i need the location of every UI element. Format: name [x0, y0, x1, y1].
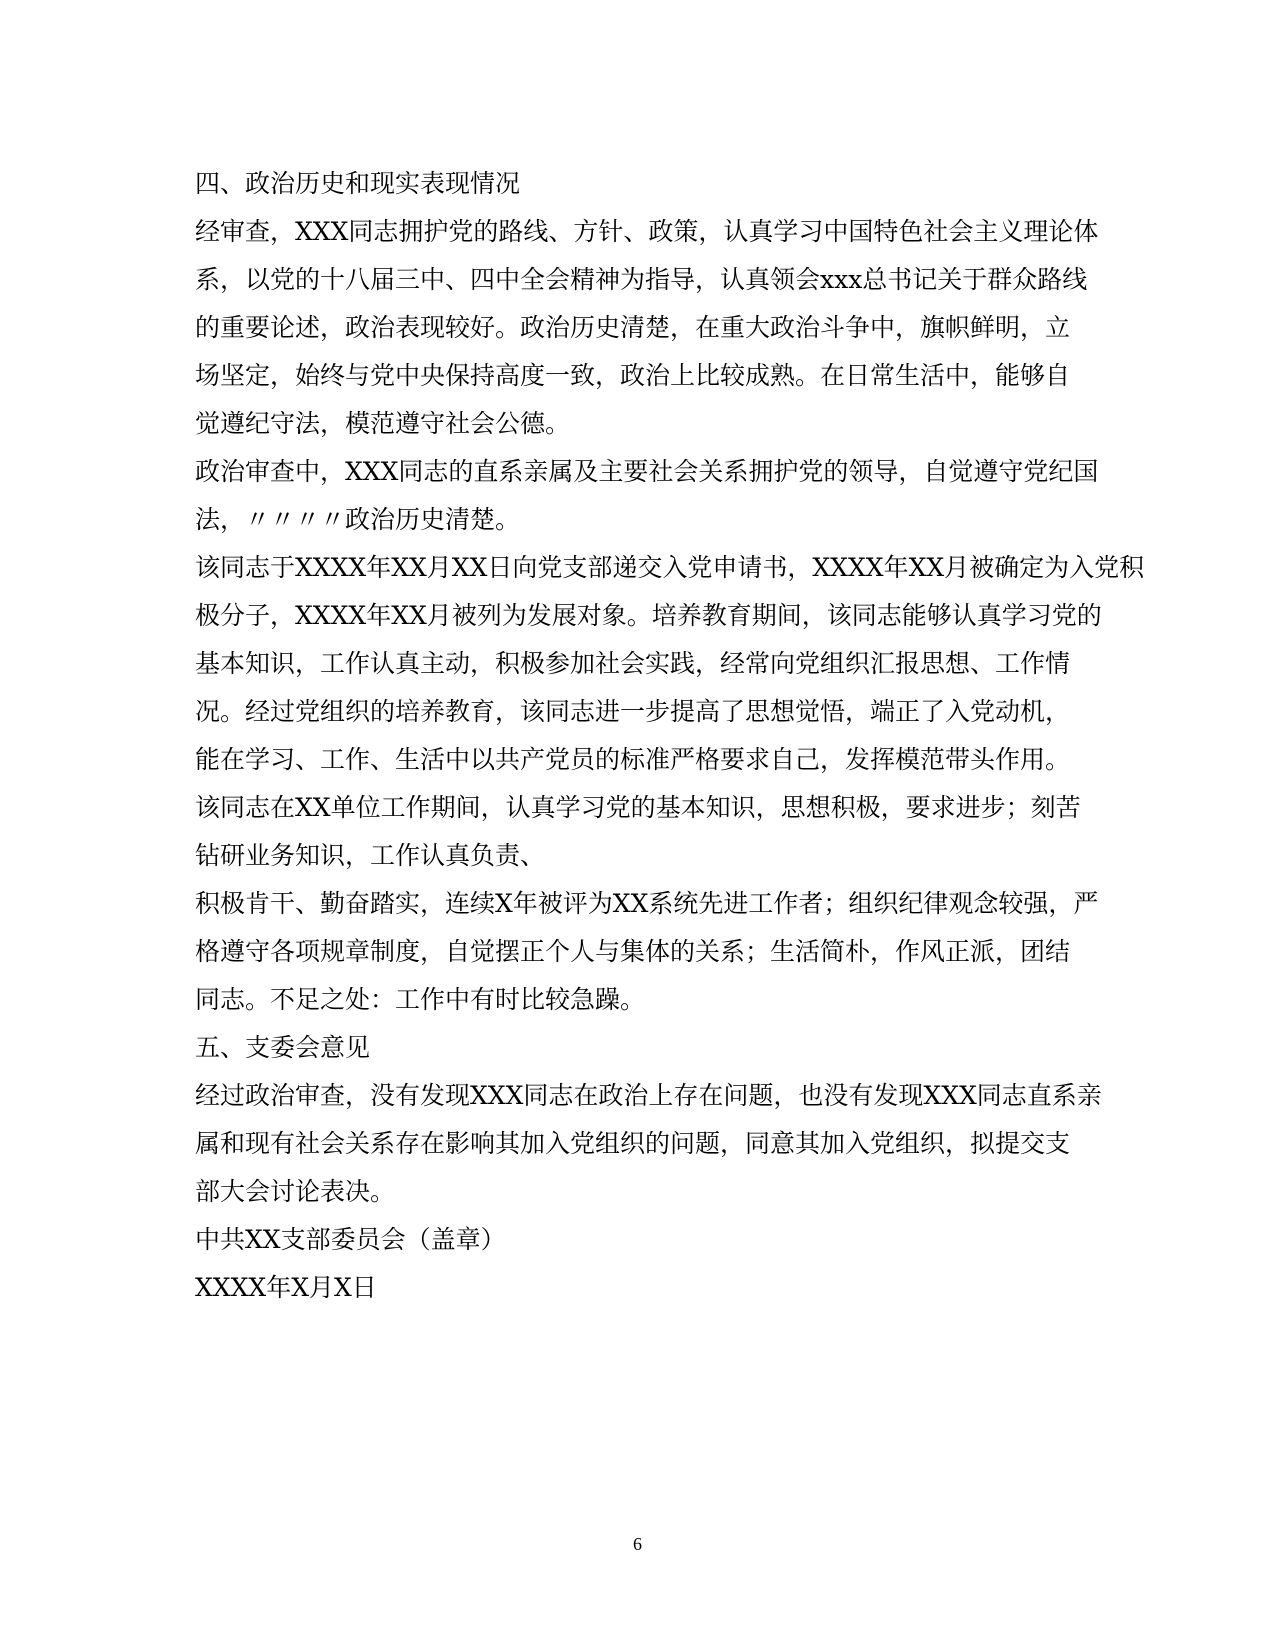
text-line: 属和现有社会关系存在影响其加入党组织的问题，同意其加入党组织，拟提交支	[195, 1129, 1071, 1158]
text-line: 该同志于XXXX年XX月XX日向党支部递交入党申请书，XXXX年XX月被确定为入党积	[195, 553, 1145, 582]
text-line: 积极肯干、勤奋踏实，连续X年被评为XX系统先进工作者；组织纪律观念较强，严	[195, 889, 1099, 918]
text-line: 部大会讨论表决。	[195, 1177, 396, 1206]
text-line: 况。经过党组织的培养教育，该同志进一步提高了思想觉悟，端正了入党动机，	[195, 697, 1071, 726]
text-line: 系，以党的十八届三中、四中全会精神为指导，认真领会xxx总书记关于群众路线	[195, 265, 1088, 294]
section-heading-political-history: 四、政治历史和现实表现情况	[195, 169, 521, 198]
text-line: 的重要论述，政治表现较好。政治历史清楚，在重大政治斗争中，旗帜鲜明，立	[195, 313, 1071, 342]
text-line: 钻研业务知识，工作认真负责、	[195, 841, 546, 870]
text-line: 场坚定，始终与党中央保持高度一致，政治上比较成熟。在日常生活中，能够自	[195, 361, 1071, 390]
text-line: 格遵守各项规章制度，自觉摆正个人与集体的关系；生活简朴，作风正派，团结	[195, 937, 1071, 966]
text-line: 该同志在XX单位工作期间，认真学习党的基本知识，思想积极，要求进步；刻苦	[195, 793, 1081, 822]
text-line: 能在学习、工作、生活中以共产党员的标准严格要求自己，发挥模范带头作用。	[195, 745, 1071, 774]
text-line: 觉遵纪守法，模范遵守社会公德。	[195, 409, 571, 438]
text-line: 政治审查中，XXX同志的直系亲属及主要社会关系拥护党的领导，自觉遵守党纪国	[195, 457, 1099, 486]
text-line: 经审查，XXX同志拥护党的路线、方针、政策，认真学习中国特色社会主义理论体	[195, 217, 1099, 246]
text-line: 极分子，XXXX年XX月被列为发展对象。培养教育期间，该同志能够认真学习党的	[195, 601, 1102, 630]
text-line: 经过政治审查，没有发现XXX同志在政治上存在问题，也没有发现XXX同志直系亲	[195, 1081, 1102, 1110]
text-line: 法，〃〃〃〃政治历史清楚。	[195, 505, 521, 534]
text-line: 基本知识，工作认真主动，积极参加社会实践，经常向党组织汇报思想、工作情	[195, 649, 1071, 678]
section-heading-committee-opinion: 五、支委会意见	[195, 1033, 371, 1062]
page-number: 6	[633, 1534, 642, 1554]
document-body	[195, 160, 1145, 1312]
signature-organization: 中共XX支部委员会（盖章）	[195, 1225, 506, 1254]
signature-date: XXXX年X月X日	[195, 1273, 377, 1302]
text-line: 同志。不足之处：工作中有时比较急躁。	[195, 985, 646, 1014]
